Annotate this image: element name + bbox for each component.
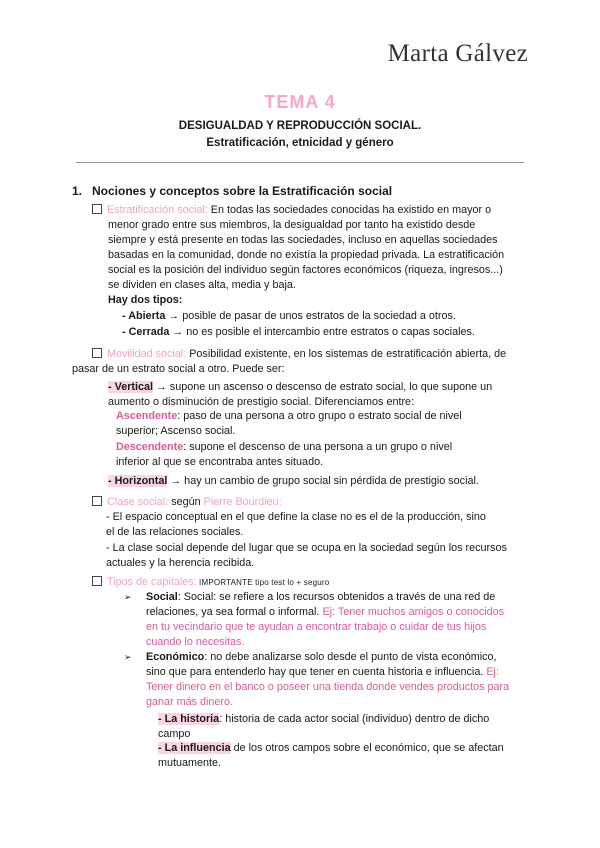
term-estratificacion: Estratificación social: [107, 204, 208, 216]
economico-label: Económico [146, 651, 205, 663]
estratificacion-line-6: se dividen en clases alta, media y baja. [108, 279, 296, 291]
influencia-label: - La influencia [158, 742, 231, 754]
estratificacion-line-5: social es la posición del individuo según factores económicos (riqueza, ingresos...) [108, 264, 503, 276]
term-clase: Clase social: [107, 496, 169, 508]
estratificacion-line-1 [92, 203, 491, 218]
economico-text: : no debe analizarse solo desde el punto de vista económico, [204, 651, 497, 663]
influencia-line-2: mutuamente. [158, 757, 222, 769]
estratificacion-text-1: En todas las sociedades conocidas ha existido en mayor o [207, 204, 492, 216]
checkbox-estratificacion[interactable] [92, 204, 102, 214]
section-title: Nociones y conceptos sobre la Estratificación social [92, 184, 393, 198]
abierta-label: - Abierta [122, 310, 166, 322]
movilidad-line-2: pasar de un estrato social a otro. Puede ser: [72, 363, 285, 375]
influencia-line [158, 741, 504, 756]
term-movilidad: Movilidad social: [107, 348, 187, 360]
abierta-text: → posible de pasar de unos estratos de la sociedad a otros. [165, 310, 456, 322]
capitales-line-1 [92, 575, 329, 590]
section-number: 1. [72, 184, 83, 198]
clase-line-2: - El espacio conceptual en el que define la clase no es el de la producción, sino [106, 511, 486, 523]
ascendente-label: Ascendente [116, 410, 178, 422]
checkbox-capitales[interactable] [92, 576, 102, 586]
descendente-label: Descendente [116, 441, 184, 453]
checkbox-clase[interactable] [92, 496, 102, 506]
arrow-bullet-icon: ➢ [124, 652, 132, 662]
subtitle-secondary: Estratificación, etnicidad y género [206, 137, 394, 149]
estratificacion-line-3: siempre y está presente en todas las sociedades, incluso en aquellas sociedades [108, 234, 498, 246]
historia-line [158, 712, 489, 727]
economico-example-3: ganar más dinero. [146, 696, 234, 708]
ascendente-line [116, 409, 462, 424]
clase-line-3: el de las relaciones sociales. [106, 526, 244, 538]
social-text: : Social: se refiere a los recursos obtenidos a través de una red de [177, 591, 496, 603]
capital-economico [124, 650, 497, 665]
economico-example-2: Tener dinero en el banco o poseer una tienda donde vendes productos para [146, 681, 510, 693]
clase-author: Pierre Bourdieu: [203, 496, 282, 508]
vertical-text: → supone un ascenso o descenso de estrato social, lo que supone un [153, 381, 493, 393]
historia-text: : historia de cada actor social (individuo) dentro de dicho [219, 713, 490, 725]
vertical-line-2: aumento o disminución de prestigio social. Diferenciamos entre: [108, 396, 415, 408]
social-example: Ej: Tener muchos amigos o conocidos [322, 606, 505, 618]
social-line-2-text: relaciones, ya sea formal o informal. [146, 606, 323, 618]
movilidad-vertical [108, 380, 492, 395]
social-example-2: en tu vecindario que te ayudan a encontrar trabajo o cuidar de tus hijos [146, 621, 487, 633]
clase-line-4: - La clase social depende del lugar que se ocupa en la sociedad según los recursos [106, 542, 507, 554]
economico-ej: Ej: [486, 666, 499, 678]
social-label: Social [146, 591, 178, 603]
economico-line-2 [146, 665, 499, 680]
section-heading [72, 184, 392, 198]
arrow-bullet-icon: ➢ [124, 592, 132, 602]
descendente-line-2: inferior al que se encontraba antes situado. [116, 456, 324, 468]
historia-label: - La historia [158, 713, 220, 725]
social-example-3: cuando lo necesitas. [146, 636, 245, 648]
descendente-text: : supone el descenso de una persona a un grupo o nivel [183, 441, 453, 453]
author-name: Marta Gálvez [387, 40, 528, 67]
horizontal-label: - Horizontal [108, 475, 168, 487]
cerrada-label: - Cerrada [122, 326, 170, 338]
tipo-cerrada [122, 325, 475, 340]
term-capitales: Tipos de capitales: [107, 576, 197, 588]
clase-line-1 [92, 495, 282, 510]
tipos-label: Hay dos tipos: [108, 294, 183, 306]
estratificacion-line-2: menor grado entre sus miembros, la desigualdad por tanto ha existido desde [108, 219, 476, 231]
horizontal-text: → hay un cambio de grupo social sin pérdida de prestigio social. [167, 475, 479, 487]
ascendente-text: : paso de una persona a otro grupo o estrato social de nivel [177, 410, 462, 422]
subtitle-main: DESIGUALDAD Y REPRODUCCIÓN SOCIAL. [178, 120, 422, 132]
cerrada-text: → no es posible el intercambio entre estratos o capas sociales. [169, 326, 475, 338]
descendente-line [116, 440, 452, 455]
capitales-note: IMPORTANTE tipo test lo + seguro [196, 578, 330, 587]
economico-line-2-text: sino que para entenderlo hay que tener en cuenta historia e influencia. [146, 666, 487, 678]
vertical-label: - Vertical [108, 381, 154, 393]
tipo-abierta [122, 309, 456, 324]
tema-title: TEMA 4 [264, 92, 336, 112]
clase-mid: según [168, 496, 204, 508]
social-line-2 [146, 605, 504, 620]
ascendente-line-2: superior; Ascenso social. [116, 425, 236, 437]
capital-social [124, 590, 495, 605]
influencia-text: de los otros campos sobre el económico, que se afectan [230, 742, 504, 754]
movilidad-text-1: Posibilidad existente, en los sistemas de estratificación abierta, de [186, 348, 507, 360]
movilidad-horizontal [108, 474, 479, 489]
checkbox-movilidad[interactable] [92, 348, 102, 358]
historia-line-2: campo [158, 728, 191, 740]
movilidad-line-1 [92, 347, 506, 362]
clase-line-5: actuales y la herencia recibida. [106, 557, 255, 569]
estratificacion-line-4: basadas en la comunidad, donde no existía la propiedad privada. La estratificación [108, 249, 505, 261]
header-divider [76, 162, 524, 163]
